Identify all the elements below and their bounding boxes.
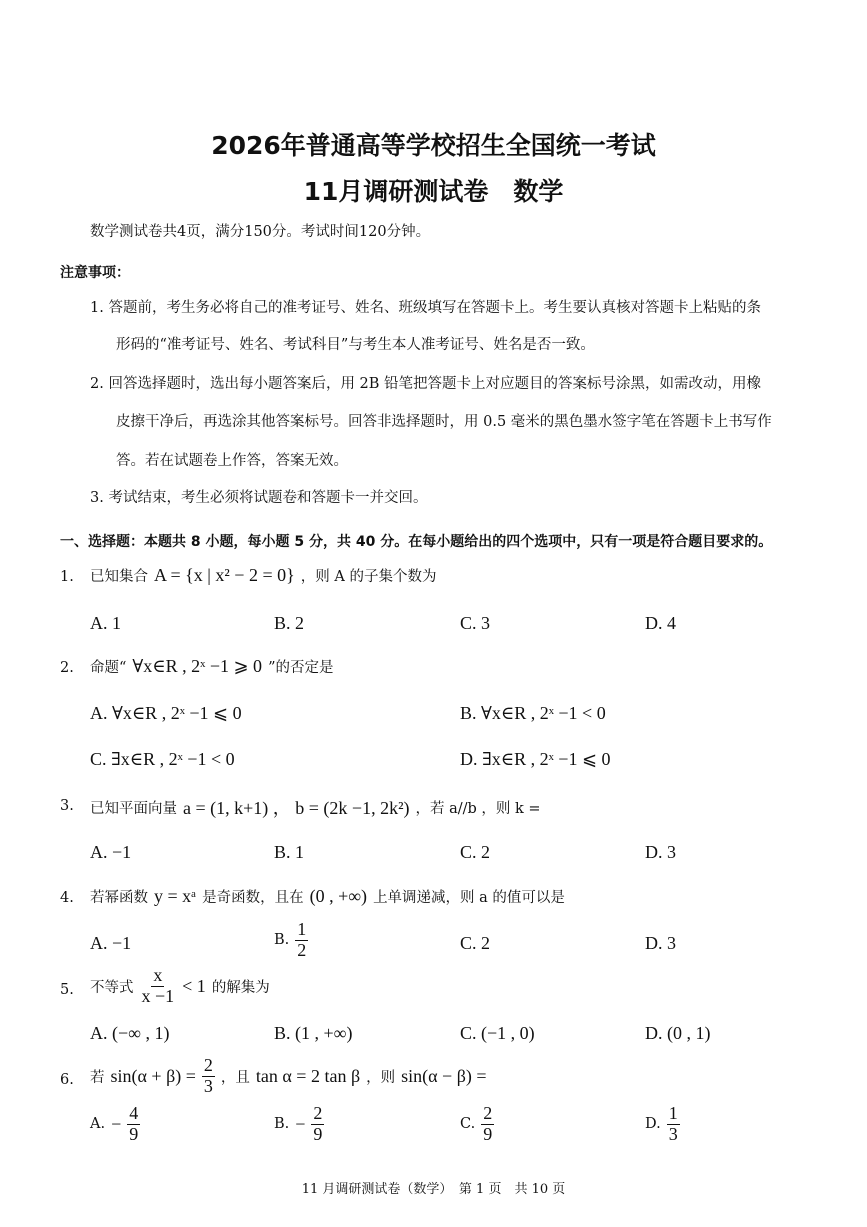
q4-option-d: D. 3 [645, 933, 676, 953]
q5-option-a: A. (−∞ , 1) [90, 1023, 170, 1043]
q4-stem-math-2: (0 , +∞) [309, 886, 368, 906]
q5-stem-math: < 1 [182, 975, 206, 996]
q1-option-b: B. 2 [274, 613, 305, 633]
q6-option-a-sign: − [111, 1113, 122, 1134]
q5-stem-post: 的解集为 [211, 979, 270, 996]
q6-option-c [460, 1104, 494, 1145]
q6-option-b [274, 1104, 324, 1145]
q4-option-a: A. −1 [90, 933, 132, 953]
q2-number: 2. [60, 660, 74, 676]
q1-stem-math: A = {x | x² − 2 = 0} [154, 565, 295, 585]
note-3: 3. 考试结束，考生必须将试题卷和答题卡一并交回。 [90, 490, 428, 506]
q3-option-a: A. −1 [90, 842, 132, 862]
q2-stem-pre: 命题“ [90, 660, 127, 676]
exam-title: 2026年普通高等学校招生全国统一考试 [211, 131, 656, 160]
q1-stem-post: ，则 A 的子集个数为 [300, 569, 437, 585]
note-2-line-3: 答。若在试题卷上作答，答案无效。 [116, 453, 348, 469]
q4-number: 4. [60, 890, 74, 906]
q4-stem-math: y = xᵃ [154, 886, 197, 906]
q6-option-d-denominator: 3 [668, 1123, 678, 1144]
q6-stem-pre: 若 [90, 1069, 105, 1086]
q2-stem-post: ”的否定是 [268, 660, 334, 676]
q6-option-c-numerator: 2 [483, 1103, 493, 1123]
q6-option-a-denominator: 9 [129, 1123, 139, 1144]
q4-stem [90, 886, 565, 907]
page-footer: 11 月调研测试卷（数学） 第 1 页 共 10 页 [301, 1182, 566, 1197]
q5-stem-pre: 不等式 [90, 979, 134, 996]
q6-fraction [202, 1056, 215, 1097]
q2-option-c: C. ∃x∈R , 2ˣ −1 < 0 [90, 749, 235, 769]
q3-stem-math: a = (1, k+1) ， b = (2k −1, 2k²) [183, 798, 410, 818]
q4-option-c: C. 2 [460, 933, 491, 953]
q6-number: 6. [60, 1072, 74, 1088]
q6-option-b-denominator: 9 [313, 1123, 323, 1144]
q2-stem-math: ∀x∈R , 2ˣ −1 ⩾ 0 [132, 656, 263, 676]
q3-stem-pre: 已知平面向量 [90, 800, 177, 817]
q6-option-a [90, 1104, 140, 1145]
q1-option-c: C. 3 [460, 613, 491, 633]
q4-option-b [274, 920, 308, 961]
q2-option-a: A. ∀x∈R , 2ˣ −1 ⩽ 0 [90, 703, 242, 723]
q6-stem-math-3: sin(α − β) = [401, 1065, 487, 1086]
q4-option-b-letter: B. [274, 932, 290, 949]
q6-option-b-sign: − [295, 1113, 306, 1134]
q2-option-b: B. ∀x∈R , 2ˣ −1 < 0 [460, 703, 606, 723]
q4-stem-pre: 若幂函数 [90, 890, 148, 906]
q6-option-d-letter: D. [645, 1116, 661, 1133]
q5-fraction [140, 966, 177, 1007]
q1-option-a: A. 1 [90, 613, 121, 633]
q2-option-d: D. ∃x∈R , 2ˣ −1 ⩽ 0 [460, 749, 611, 769]
q5-number: 5. [60, 982, 74, 998]
note-1-line-1: 1. 答题前，考生务必将自己的准考证号、姓名、班级填写在答题卡上。考生要认真核对答题卡上粘贴的条 [90, 300, 761, 316]
q6-option-d-numerator: 1 [668, 1103, 678, 1123]
q5-fraction-numerator: x [153, 965, 163, 985]
q3-stem [90, 794, 541, 820]
q4-stem-mid: 是奇函数，且在 [202, 890, 304, 906]
q6-fraction-numerator: 2 [203, 1055, 213, 1075]
q5-option-c: C. (−1 , 0) [460, 1023, 535, 1043]
note-2-line-2: 皮擦干净后，再选涂其他答案标号。回答非选择题时，用 0.5 毫米的黑色墨水签字笔在答题卡上书写作 [116, 414, 772, 430]
q6-fraction-denominator: 3 [203, 1075, 213, 1096]
note-1-line-2: 形码的“准考证号、姓名、考试科目”与考生本人准考证号、姓名是否一致。 [116, 337, 595, 353]
q6-option-d [645, 1104, 680, 1145]
q5-stem [90, 966, 270, 1007]
q6-stem [90, 1056, 487, 1097]
q3-option-b: B. 1 [274, 842, 305, 862]
section-1-heading: 一、选择题：本题共 8 小题，每小题 5 分，共 40 分。在每小题给出的四个选项中，只有一项是符合题目要求的。 [60, 534, 773, 550]
q1-option-d: D. 4 [645, 613, 676, 633]
q6-option-b-letter: B. [274, 1116, 290, 1133]
q4-stem-post: 上单调递减，则 a 的值可以是 [373, 890, 565, 906]
q6-stem-math-2: tan α = 2 tan β [255, 1065, 361, 1086]
q6-stem-math-1: sin(α + β) = [110, 1065, 196, 1086]
q4-option-b-denominator: 2 [297, 939, 307, 960]
q5-option-d: D. (0 , 1) [645, 1023, 711, 1043]
exam-subtitle: 11月调研测试卷 数学 [303, 177, 564, 206]
q6-option-c-letter: C. [460, 1116, 476, 1133]
q1-stem-pre: 已知集合 [90, 569, 148, 585]
q6-option-a-numerator: 4 [129, 1103, 139, 1123]
q3-number: 3. [60, 798, 74, 814]
q1-number: 1. [60, 569, 74, 585]
q3-option-c: C. 2 [460, 842, 491, 862]
note-2-line-1: 2. 回答选择题时，选出每小题答案后，用 2B 铅笔把答题卡上对应题目的答案标号涂黑，如需改动，用橡 [90, 376, 762, 392]
q1-stem [90, 565, 436, 586]
q4-option-b-fraction [295, 920, 308, 961]
q6-option-b-numerator: 2 [313, 1103, 323, 1123]
q6-option-c-fraction [481, 1104, 494, 1145]
q6-option-d-fraction [667, 1104, 680, 1145]
q4-option-b-numerator: 1 [297, 919, 307, 939]
q3-option-d: D. 3 [645, 842, 676, 862]
q3-stem-post: ，若 a//b ，则 k = [415, 800, 541, 817]
notes-heading: 注意事项： [60, 265, 130, 281]
q2-stem [90, 656, 333, 677]
q6-stem-mid-2: ，则 [366, 1069, 396, 1086]
q6-option-b-fraction [311, 1104, 324, 1145]
q6-option-a-letter: A. [90, 1116, 106, 1133]
q6-stem-mid: ，且 [220, 1069, 250, 1086]
q5-fraction-denominator: x −1 [141, 985, 175, 1006]
q6-option-c-denominator: 9 [483, 1123, 493, 1144]
exam-intro: 数学测试卷共4页，满分150分。考试时间120分钟。 [90, 224, 431, 240]
q6-option-a-fraction [127, 1104, 140, 1145]
q5-option-b: B. (1 , +∞) [274, 1023, 353, 1043]
